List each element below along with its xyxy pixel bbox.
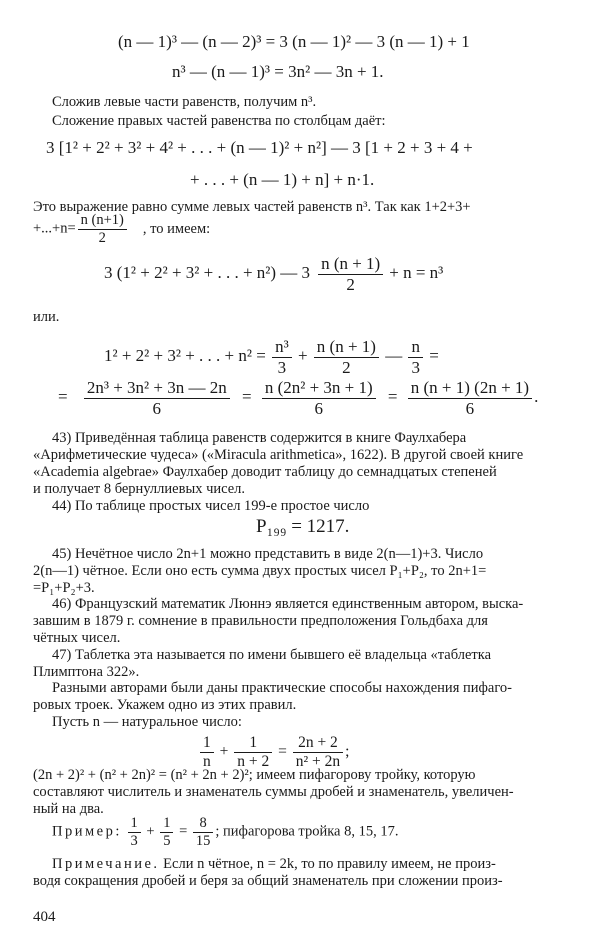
fraction-denominator: 2	[98, 229, 106, 246]
page-number: 404	[33, 909, 56, 925]
fraction-numerator: n³	[272, 337, 292, 358]
expression-suffix: , то имеем:	[142, 220, 211, 237]
equation-n-minus-1-cubed: (n — 1)³ — (n — 2)³ = 3 (n — 1)² — 3 (n — 1) + 1	[118, 32, 470, 51]
fraction-denominator: 6	[314, 398, 323, 418]
fraction-n-cubed-over-3	[272, 337, 292, 377]
fraction-numerator: n	[408, 337, 423, 358]
fraction-result-3	[408, 378, 532, 418]
paragraph-sum-right: Сложение правых частей равенства по столбцам даёт:	[52, 113, 386, 129]
equation-n-cubed: n³ — (n — 1)³ = 3n² — 3n + 1.	[172, 62, 384, 81]
note-45-line3: =P₁+P₂+3.	[33, 580, 95, 596]
fraction-numerator: 1	[160, 815, 173, 833]
note-43-line1: 43) Приведённая таблица равенств содержится в книге Фаулхабера	[52, 430, 467, 446]
example-line	[52, 815, 398, 849]
fraction-8-over-15	[193, 815, 214, 849]
paragraph-expression-line1: Это выражение равно сумме левых частей равенств n³. Так как 1+2+3+	[33, 199, 471, 215]
fraction-n-n-plus-1-over-2	[78, 212, 127, 246]
fraction-1-over-n-plus-2	[234, 734, 272, 771]
fraction-denominator: n² + 2n	[295, 752, 341, 770]
note-45-line1: 45) Нечётное число 2n+1 можно представить в виде 2(n—1)+3. Число	[52, 546, 484, 562]
fraction-1-over-5	[160, 815, 173, 849]
note-44: 44) По таблице простых чисел 199-е простое число	[52, 498, 370, 514]
fraction-numerator: 2n + 2	[293, 734, 343, 753]
paragraph-expression-line2	[33, 212, 210, 246]
fraction-denominator: 6	[152, 398, 162, 418]
operator-equals: =	[387, 386, 398, 406]
remark-line2: водя сокращения дробей и беря за общий знаменатель при сложении произ-	[33, 873, 503, 889]
operator-equals: =	[429, 345, 439, 365]
operator-equals: =	[179, 823, 188, 840]
expression-sum-prefix: +...+n=	[33, 220, 76, 237]
operator-equals: =	[58, 386, 68, 406]
fraction-denominator: 6	[465, 398, 475, 418]
note-46-line1: 46) Французский математик Люннэ является единственным автором, выска-	[52, 596, 524, 612]
operator-plus: +	[297, 345, 308, 365]
equation-pythagorean-fractions	[198, 734, 349, 771]
fraction-denominator: 15	[195, 832, 211, 849]
fraction-denominator: 3	[130, 832, 138, 849]
equation-columns-line2: + . . . + (n — 1) + n] + n·1.	[190, 170, 375, 189]
note-43-line2: «Арифметические чудеса» («Miracula arithmetica», 1622). В другой своей книге	[33, 447, 524, 463]
fraction-sum	[293, 734, 343, 771]
equation-have	[104, 254, 443, 294]
fraction-numerator: 1	[128, 815, 141, 833]
fraction-numerator: n (n + 1)	[314, 337, 379, 358]
fraction-numerator: 8	[193, 815, 214, 833]
fraction-result-1	[84, 378, 230, 418]
fraction-denominator: 2	[346, 274, 355, 294]
fraction-numerator: n (2n² + 3n + 1)	[262, 378, 376, 399]
fraction-n-n-plus-1-over-2b	[314, 337, 379, 377]
paragraph-sum-left: Сложив левые части равенств, получим n³.	[52, 94, 317, 110]
fraction-numerator: n (n + 1) (2n + 1)	[408, 378, 532, 399]
operator-minus: —	[385, 345, 403, 365]
note-47-line1: 47) Таблетка эта называется по имени бывшего её владельца «таблетка	[52, 647, 492, 663]
fraction-numerator: n (n+1)	[78, 212, 127, 230]
remark-line1	[52, 857, 496, 872]
equation-p199: P₁₉₉ = 1217.	[256, 516, 350, 537]
example-label: Пример:	[52, 823, 122, 840]
equation-have-right: + n = n³	[389, 262, 444, 282]
paragraph-triple-line1: (2n + 2)² + (n² + 2n)² = (n² + 2n + 2)²; имеем пифагорову тройку, которую	[33, 767, 476, 783]
operator-plus: +	[146, 823, 155, 840]
equation-sum-of-squares	[104, 337, 439, 377]
note-45-line2: 2(n—1) чётное. Если оно есть сумма двух простых чисел P₁+P₂, то 2n+1=	[33, 563, 487, 579]
fraction-denominator: n + 2	[237, 752, 270, 770]
fraction-1-over-n	[200, 734, 214, 771]
fraction-have	[318, 254, 383, 294]
note-43-line4: и получает 8 бернуллиевых чисел.	[33, 481, 246, 497]
fraction-numerator: 1	[234, 734, 272, 753]
fraction-denominator: 3	[411, 357, 420, 377]
fraction-numerator: 1	[200, 734, 214, 753]
equation-result	[58, 378, 538, 418]
operator-plus: +	[219, 742, 229, 760]
fraction-denominator: 5	[163, 832, 171, 849]
equation-squares-left: 1² + 2² + 3² + . . . + n² =	[104, 345, 266, 365]
fraction-numerator: 2n³ + 3n² + 3n — 2n	[84, 378, 230, 399]
note-47-line2: Плимптона 322».	[33, 664, 140, 680]
note-43-line3: «Academia algebrae» Фаулхабер доводит таблицу до семнадцатых степеней	[33, 464, 497, 480]
word-or: или.	[33, 309, 60, 325]
equation-have-left: 3 (1² + 2² + 3² + . . . + n²) — 3	[104, 262, 311, 282]
equation-columns-line1: 3 [1² + 2² + 3² + 4² + . . . + (n — 1)² + n²] — 3 [1 + 2 + 3 + 4 +	[46, 138, 473, 157]
fraction-denominator: 2	[342, 357, 351, 377]
note-46-line2: завшим в 1879 г. сомнение в правильности предположения Гольдбаха для	[33, 613, 488, 629]
example-tail: ; пифагорова тройка 8, 15, 17.	[215, 823, 399, 840]
fraction-denominator: n	[203, 752, 211, 770]
remark-text: Если n чётное, n = 2k, то по правилу имеем, не произ-	[163, 856, 496, 872]
fraction-result-2	[262, 378, 376, 418]
fraction-1-over-3	[128, 815, 141, 849]
operator-equals: =	[241, 386, 252, 406]
fraction-denominator: 3	[277, 357, 287, 377]
semicolon: ;	[345, 742, 350, 760]
fraction-numerator: n (n + 1)	[318, 254, 383, 275]
note-46-line3: чётных чисел.	[33, 630, 121, 646]
operator-equals: =	[278, 742, 287, 760]
paragraph-let-n: Пусть n — натуральное число:	[52, 714, 242, 730]
paragraph-triple-line2: составляют числитель и знаменатель суммы дробей и знаменатель, увеличен-	[33, 784, 514, 800]
final-period: .	[534, 386, 539, 406]
remark-label: Примечание.	[52, 856, 160, 872]
paragraph-pythagorean-line1: Разными авторами были даны практические способы нахождения пифаго-	[52, 680, 512, 696]
fraction-n-over-3	[408, 337, 423, 377]
paragraph-pythagorean-line2: ровых троек. Укажем одно из этих правил.	[33, 697, 297, 713]
paragraph-triple-line3: ный на два.	[33, 801, 104, 817]
